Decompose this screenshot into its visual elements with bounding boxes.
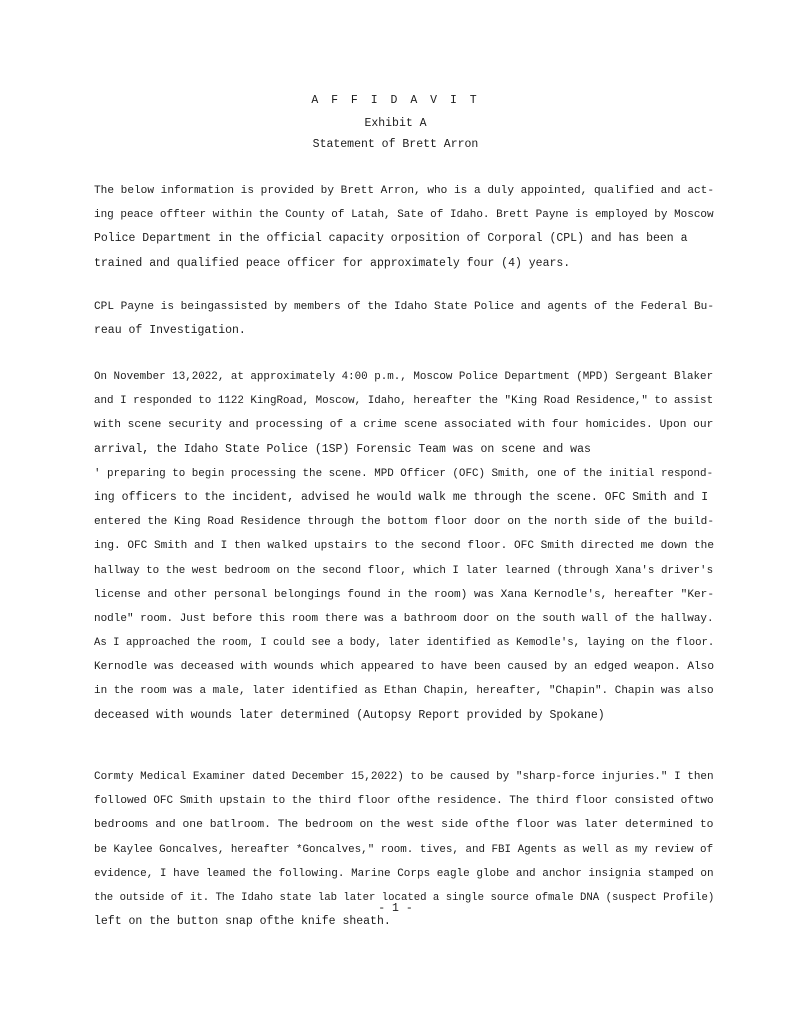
statement-heading: Statement of Brett Arron (312, 138, 479, 151)
text-line: As I approached the room, I could see a body, later identified as Kemodle's, laying on the floor. (94, 637, 715, 650)
text-line: bedrooms and one batlroom. The bedroom on the west side ofthe floor was later determined to (94, 819, 714, 832)
exhibit-label: Exhibit A (364, 117, 427, 130)
text-line: trained and qualified peace officer for approximately four (4) years. (94, 256, 571, 270)
text-line: Cormty Medical Examiner dated December 15,2022) to be caused by "sharp-force injuries." I then (94, 771, 714, 783)
text-line: left on the button snap ofthe knife sheath. (94, 915, 391, 929)
text-line: nodle" room. Just before this room there was a bathroom door on the south wall of the hallway. (94, 612, 714, 625)
text-line: with scene security and processing of a crime scene associated with four homicides. Upon our (94, 419, 714, 432)
text-line: arrival, the Idaho State Police (1SP) Forensic Team was on scene and was (94, 442, 591, 456)
text-line: evidence, I have leamed the following. Marine Corps eagle globe and anchor insignia stamped on (94, 867, 714, 880)
paragraph-assistance (94, 295, 714, 343)
text-line: license and other personal belongings found in the room) was Xana Kernodle's, hereafter "Ker- (94, 588, 715, 601)
text-line: ing peace offteer within the County of Latah, Sate of Idaho. Brett Payne is employed by Moscow (94, 209, 714, 222)
text-line: Kernodle was deceased with wounds which appeared to have been caused by an edged weapon. Also (94, 661, 715, 674)
text-line: and I responded to 1122 KingRoad, Moscow, Idaho, hereafter the "King Road Residence," to assist (94, 395, 714, 408)
text-line: hallway to the west bedroom on the second floor, which I later learned (through Xana's driver's (94, 564, 714, 577)
text-line: CPL Payne is beingassisted by members of the Idaho State Police and agents of the Federal Bu- (94, 301, 715, 313)
text-line: the outside of it. The Idaho state lab later located a single source ofmale DNA (suspect Profile) (94, 891, 715, 904)
text-line: in the room was a male, later identified as Ethan Chapin, hereafter, "Chapin". Chapin was also (94, 685, 714, 698)
text-line: On November 13,2022, at approximately 4:00 p.m., Moscow Police Department (MPD) Sergeant Blaker (94, 371, 714, 383)
text-line: be Kaylee Goncalves, hereafter *Goncalves," room. tives, and FBI Agents as well as my review of (94, 843, 714, 856)
text-line: Police Department in the official capacity orposition of Corporal (CPL) and has been a (94, 232, 688, 246)
paragraph-introduction (94, 179, 714, 276)
text-line: deceased with wounds later determined (Autopsy Report provided by Spokane) (94, 708, 605, 722)
text-line: entered the King Road Residence through the bottom floor door on the north side of the build- (94, 516, 715, 529)
text-line: ' preparing to begin processing the scene. MPD Officer (OFC) Smith, one of the initial respond- (94, 467, 714, 480)
document-title: A F F I D A V I T (311, 94, 480, 107)
page-number: - 1 - (378, 902, 413, 915)
text-line: ing. OFC Smith and I then walked upstairs to the second floor. OFC Smith directed me down the (94, 540, 715, 553)
text-line: reau of Investigation. (94, 324, 246, 338)
text-line: followed OFC Smith upstain to the third floor ofthe residence. The third floor consisted oftwo (94, 795, 714, 808)
text-line: ing officers to the incident, advised he would walk me through the scene. OFC Smith and I (94, 490, 709, 504)
paragraph-scene-walkthrough (94, 365, 714, 728)
text-line: The below information is provided by Brett Arron, who is a duly appointed, qualified and act- (94, 185, 715, 197)
